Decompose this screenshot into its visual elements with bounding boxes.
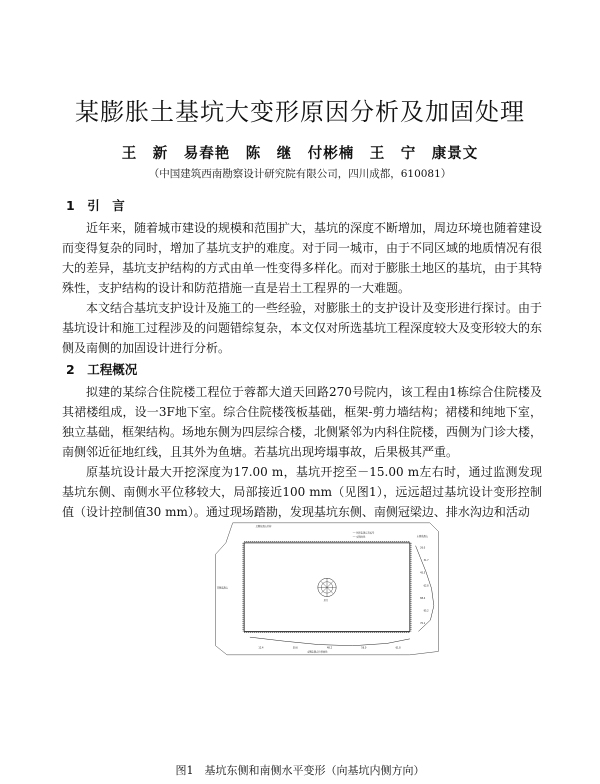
label-east: 东侧监测点: [416, 535, 429, 539]
east-value-label: 45.5: [420, 571, 426, 575]
east-value-label: 31.7: [423, 559, 429, 563]
label-west: 西侧监测点: [216, 586, 229, 590]
south-value-label: 56.0: [361, 646, 367, 650]
paragraph: 原基坑设计最大开挖深度为17.00 m，基坑开挖至－15.00 m左右时，通过监测发现基坑东侧、南侧水平位移较大，局部接近100 mm（见图1），远远超过基坑设计变形控制值（设计控制值30 mm）。通过现场踏勘，发现基坑东侧、南侧冠梁边、排水沟边和活动: [62, 465, 542, 519]
paragraph: 近年来，随着城市建设的规模和范围扩大，基坑的深度不断增加，周边环境也随着建设而变得复杂的同时，增加了基坑支护的难度。对于同一城市，由于不同区域的地质情况有很大的差异，基坑支护结构的方式由单一性变得多样化。而对于膨胀土地区的基坑，由于其特殊性，支护结构的设计和防范措施一直是岩土工程界的一大难题。: [62, 221, 543, 295]
figure-frame: [216, 523, 439, 655]
figure-1-plan: [112, 520, 542, 760]
east-value-label: 88.4: [420, 596, 426, 600]
paragraph: 本文结合基坑支护设计及施工的一些经验，对膨胀土的支护设计及变形进行探讨。由于基坑设计和施工过程涉及的问题错综复杂，本文仅对所选基坑工程深度较大及变形较大的东侧及南侧的加固设计进行分析。: [62, 301, 543, 355]
section-heading-intro: 1 引 言: [66, 198, 125, 213]
paper-authors: 王 新 易春艳 陈 继 付彬楠 王 宁 康景文: [121, 145, 479, 162]
section-heading-overview: 2 工程概况: [66, 362, 138, 377]
south-value-label: 30.6: [292, 646, 298, 650]
south-values: [258, 647, 401, 650]
paragraph: 拟建的某综合住院楼工程位于蓉都大道天回路270号院内，该工程由1栋综合住院楼及其裙楼组成，设一3F地下室。综合住院楼筏板基础，框架-剪力墙结构；裙楼和纯地下室，独立基础，框架结构。场地东侧为四层综合楼，北侧紧邻为内科住院楼，西侧为门诊大楼，南侧邻近征地红线，且其外为鱼塘。若基坑出现垮塌事故，后果极其严重。: [62, 385, 543, 459]
paper-affiliation: （中国建筑西南勘察设计研究院有限公司，四川成都，610081）: [148, 168, 452, 180]
south-value-label: 48.2: [327, 646, 333, 650]
label-south: 南侧监测点位移曲线: [307, 650, 328, 654]
south-value-label: 61.8: [395, 646, 401, 650]
tower-crane-symbol: [318, 578, 336, 596]
east-values: [420, 547, 429, 625]
east-value-label: 95.2: [423, 609, 429, 613]
legend-1: ── 位移监测点及编号: [352, 531, 375, 535]
legend-2: ── 变形曲线: [352, 535, 366, 539]
figure-caption: 图1 基坑东侧和南侧水平变形（向基坑内侧方向）: [175, 764, 425, 777]
section-body-intro: [62, 218, 542, 358]
south-deformation-curve: [250, 637, 410, 646]
paper-title: 某膨胀土基坑大变形原因分析及加固处理: [75, 98, 525, 126]
south-value-label: 12.4: [258, 646, 264, 650]
label-crane: 塔吊: [323, 599, 329, 603]
section-body-overview: [62, 382, 542, 522]
east-value-label: 26.0: [420, 546, 426, 550]
label-north: 北侧监测点位移: [255, 524, 272, 528]
east-value-label: 62.8: [423, 584, 429, 588]
east-value-label: 70.1: [420, 622, 426, 625]
east-deformation-curve: [416, 546, 434, 632]
